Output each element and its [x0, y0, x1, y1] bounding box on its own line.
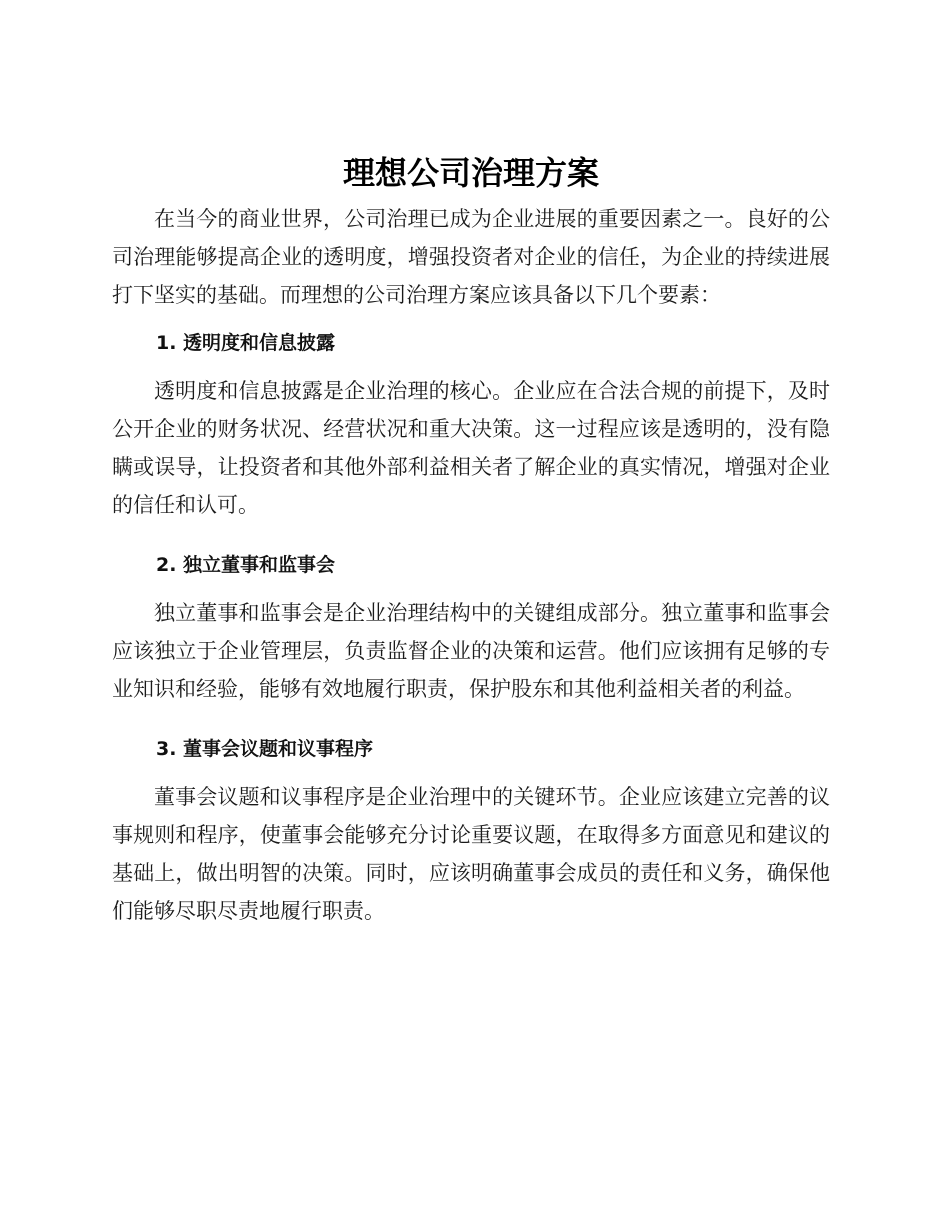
section-heading-transparency: 1. 透明度和信息披露 — [156, 332, 336, 354]
section-body-transparency: 透明度和信息披露是企业治理的核心。企业应在合法合规的前提下，及时公开企业的财务状况、经营状况和重大决策。这一过程应该是透明的，没有隐瞒或误导，让投资者和其他外部利益相关者了解企业的真实情况，增强对企业的信任和认可。 — [112, 379, 830, 517]
intro-paragraph: 在当今的商业世界，公司治理已成为企业进展的重要因素之一。良好的公司治理能够提高企业的透明度，增强投资者对企业的信任，为企业的持续进展打下坚实的基础。而理想的公司治理方案应该具备以下几个要素： — [112, 207, 830, 307]
document-content — [112, 150, 830, 930]
document-title: 理想公司治理方案 — [342, 154, 599, 192]
section-heading-independent-directors: 2. 独立董事和监事会 — [156, 554, 336, 576]
section-heading-board-agenda: 3. 董事会议题和议事程序 — [156, 738, 374, 760]
section-body-independent-directors: 独立董事和监事会是企业治理结构中的关键组成部分。独立董事和监事会应该独立于企业管理层，负责监督企业的决策和运营。他们应该拥有足够的专业知识和经验，能够有效地履行职责，保护股东和其他利益相关者的利益。 — [112, 601, 830, 701]
section-body-board-agenda: 董事会议题和议事程序是企业治理中的关键环节。企业应该建立完善的议事规则和程序，使董事会能够充分讨论重要议题，在取得多方面意见和建议的基础上，做出明智的决策。同时，应该明确董事会成员的责任和义务，确保他们能够尽职尽责地履行职责。 — [112, 785, 830, 923]
